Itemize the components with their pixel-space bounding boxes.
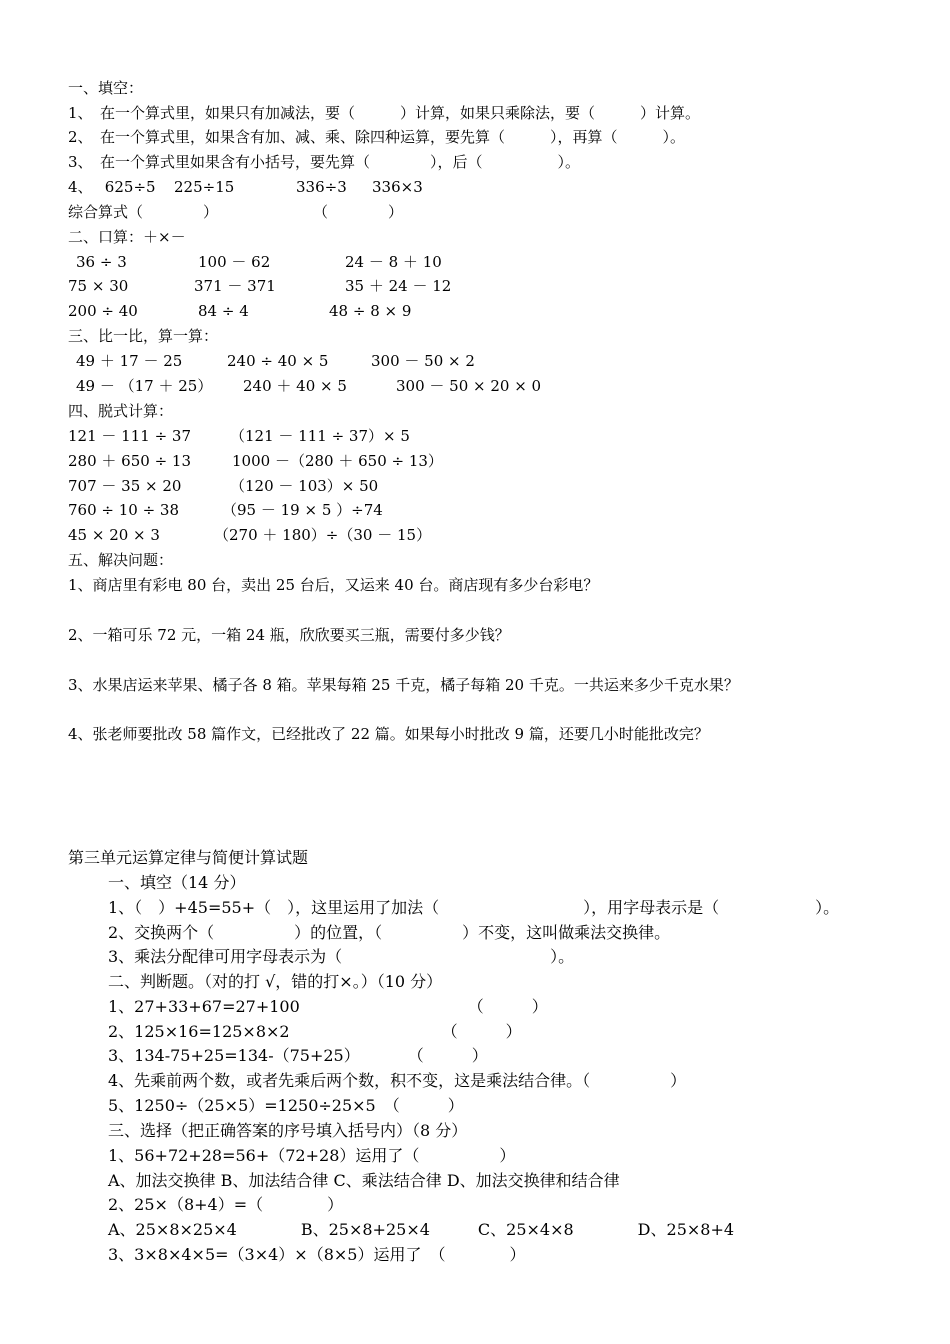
compare-item: 300 － 50 × 20 × 0 [396,377,542,395]
steps-item: 45 × 20 × 3 [68,526,160,544]
fill-question-4-label: 综合算式（ ） [68,203,219,221]
section-steps-title: 四、脱式计算： [68,402,174,420]
judge-item: 5、1250÷（25×5）=1250÷25×5 （ ） [108,1096,464,1115]
choice-item: 3、3×8×4×5=（3×4）×（8×5）运用了 （ ） [108,1245,526,1264]
steps-item: （121 － 111 ÷ 37）× 5 [230,427,410,445]
oral-item: 100 － 62 [198,253,271,271]
word-problem: 2、一箱可乐 72 元，一箱 24 瓶，欣欣要买三瓶，需要付多少钱？ [68,626,510,644]
judge-item: 2、125×16=125×8×2 （ ） [108,1022,522,1041]
choice-options: A、加法交换律 B、加法结合律 C、乘法结合律 D、加法交换律和结合律 [108,1171,620,1190]
word-problem: 3、水果店运来苹果、橘子各 8 箱。苹果每箱 25 千克，橘子每箱 20 千克。一共运来多少千克水果？ [68,676,739,694]
judge-item: 1、27+33+67=27+100 （ ） [108,997,548,1016]
fill-question-3: 3、 在一个算式里如果含有小括号，要先算（ ），后（ ）。 [68,153,581,171]
section-choice-title: 三、选择（把正确答案的序号填入括号内）（8 分） [108,1121,468,1140]
fill-question-4-blank: （ ） [313,203,404,221]
fill-question-4-expr-d: 336×3 [372,178,423,196]
fill-question-4-expr-b: 225÷15 [174,178,235,196]
steps-item: 707 － 35 × 20 [68,477,182,495]
compare-item: 300 － 50 × 2 [371,352,475,370]
section-oral-title: 二、口算：＋×－ [68,228,186,246]
compare-item: 49 ＋ 17 － 25 [76,352,183,370]
steps-item: 760 ÷ 10 ÷ 38 [68,501,180,519]
oral-item: 84 ÷ 4 [198,302,249,320]
compare-item: 49 － （17 ＋ 25） [76,377,213,395]
choice-item: 1、56+72+28=56+（72+28）运用了（ ） [108,1146,516,1165]
oral-item: 36 ÷ 3 [76,253,127,271]
fill-question-4-expr-c: 336÷3 [296,178,347,196]
choice-item: 2、25×（8+4）=（ ） [108,1195,344,1214]
fill-item: 2、交换两个（ ）的位置，（ ）不变，这叫做乘法交换律。 [108,923,671,942]
unit-title: 第三单元运算定律与简便计算试题 [68,848,309,867]
fill-item: 3、乘法分配律可用字母表示为（ ）。 [108,947,575,966]
fill-question-4-expr-a: 4、 625÷5 [68,178,156,196]
section-fill-title: 一、填空： [68,79,144,97]
steps-item: （120 － 103）× 50 [230,477,379,495]
section-compare-title: 三、比一比，算一算： [68,327,219,345]
judge-item: 3、134-75+25=134-（75+25） （ ） [108,1046,488,1065]
section-fill-title: 一、填空（14 分） [108,873,246,892]
judge-item: 4、先乘前两个数，或者先乘后两个数，积不变，这是乘法结合律。（ ） [108,1071,687,1090]
oral-item: 200 ÷ 40 [68,302,138,320]
steps-item: 280 ＋ 650 ÷ 13 [68,452,191,470]
fill-item: 1、（ ）+45=55+（ ），这里运用了加法（ ），用字母表示是（ ）。 [108,898,840,917]
fill-question-2: 2、 在一个算式里，如果含有加、减、乘、除四种运算，要先算（ ），再算（ ）。 [68,128,686,146]
section-problems-title: 五、解决问题： [68,551,174,569]
steps-item: （270 ＋ 180）÷（30 － 15） [214,526,432,544]
compare-item: 240 ÷ 40 × 5 [227,352,329,370]
oral-item: 48 ÷ 8 × 9 [329,302,412,320]
oral-item: 75 × 30 [68,277,129,295]
word-problem: 4、张老师要批改 58 篇作文，已经批改了 22 篇。如果每小时批改 9 篇，还要几小时能批改完？ [68,725,709,743]
oral-item: 24 － 8 ＋ 10 [345,253,442,271]
steps-item: 121 － 111 ÷ 37 [68,427,191,445]
steps-item: 1000 －（280 ＋ 650 ÷ 13） [232,452,443,470]
steps-item: （95 － 19 × 5 ）÷74 [222,501,383,519]
compare-item: 240 ＋ 40 × 5 [243,377,347,395]
section-judge-title: 二、判断题。（对的打 √，错的打×。）（10 分） [108,972,443,991]
choice-options: A、25×8×25×4 B、25×8+25×4 C、25×4×8 D、25×8+4 [108,1220,735,1239]
oral-item: 371 － 371 [194,277,276,295]
fill-question-1: 1、 在一个算式里，如果只有加减法，要（ ）计算，如果只乘除法，要（ ）计算。 [68,104,701,122]
oral-item: 35 ＋ 24 － 12 [345,277,452,295]
word-problem: 1、商店里有彩电 80 台，卖出 25 台后，又运来 40 台。商店现有多少台彩电？ [68,576,599,594]
